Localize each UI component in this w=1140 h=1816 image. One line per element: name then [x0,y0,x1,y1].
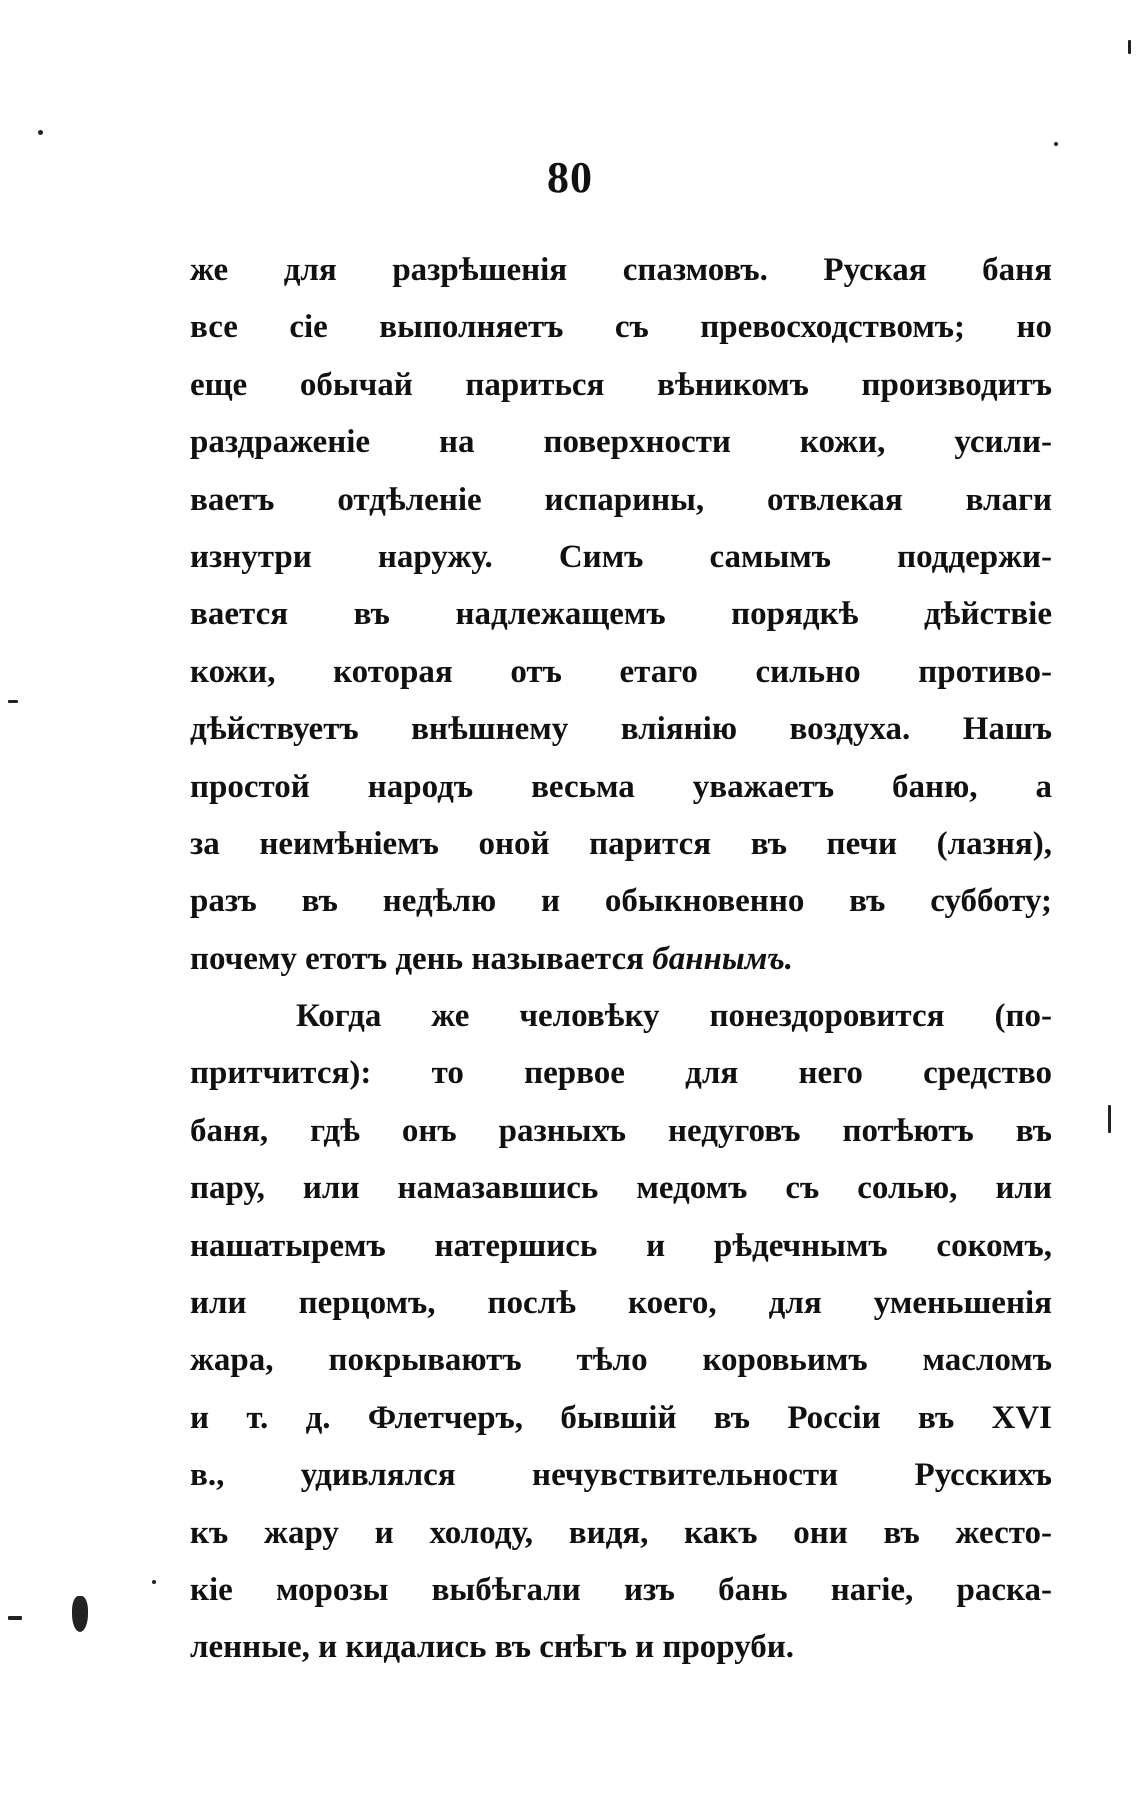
text-line: еще обычай париться вѣникомъ производитъ [190,366,1052,403]
text-line: дѣйствуетъ внѣшнему вліянію воздуха. Нашъ [190,711,1052,748]
text-line: къ жару и холоду, видя, какъ они въ жесто- [190,1514,1052,1551]
text-line: пару, или намазавшись медомъ съ солью, или [190,1170,1052,1207]
text-line: изнутри наружу. Симъ самымъ поддержи- [190,538,1052,575]
page-number: 80 [547,153,593,202]
text-line-prefix: почему етотъ день называется [190,940,653,977]
text-line-indented: Когда же человѣку понездоровится (по- [296,998,1052,1035]
text-line: ваетъ отдѣленіе испарины, отвлекая влаги [190,481,1052,518]
text-line: баня, гдѣ онъ разныхъ недуговъ потѣютъ въ [190,1112,1052,1149]
text-line: же для разрѣшенія спазмовъ. Руская баня [190,252,1052,288]
text-line: и т. д. Флетчеръ, бывшій въ Россіи въ XVI [190,1399,1052,1436]
text-line: нашатыремъ натершись и рѣдечнымъ сокомъ, [190,1227,1052,1264]
scan-speck [1128,40,1131,54]
text-line: за неимѣніемъ оной парится въ печи (лазня), [190,825,1052,862]
text-line-final [190,931,1052,988]
text-line: жара, покрываютъ тѣло коровьимъ масломъ [190,1342,1052,1379]
scan-speck [8,700,18,703]
text-line: кожи, которая отъ етаго сильно противо- [190,653,1052,690]
text-line: простой народъ весьма уважаетъ баню, а [190,768,1052,805]
text-line: притчится): то первое для него средство [190,1055,1052,1092]
text-line: в., удивлялся нечувствительности Русскихъ [190,1457,1052,1494]
text-line: кіе морозы выбѣгали изъ бань нагіе, раска- [190,1571,1052,1608]
italic-word: баннымъ. [652,940,794,977]
scan-speck [72,1596,88,1632]
scan-speck [1054,142,1058,146]
scan-speck [8,1616,22,1620]
scan-speck [38,130,43,135]
text-line: или перцомъ, послѣ коего, для уменьшенія [190,1285,1052,1322]
body-text [190,242,1052,1677]
text-line: вается въ надлежащемъ порядкѣ дѣйствіе [190,596,1052,633]
text-line: разъ въ недѣлю и обыкновенно въ субботу; [190,883,1052,920]
text-line-final: ленные, и кидались въ снѣгъ и проруби. [190,1629,795,1666]
text-line: все сіе выполняетъ съ превосходствомъ; но [190,309,1052,346]
scan-speck [1108,1105,1111,1133]
scan-speck [152,1580,156,1584]
text-line: раздраженіе на поверхности кожи, усили- [190,424,1052,461]
